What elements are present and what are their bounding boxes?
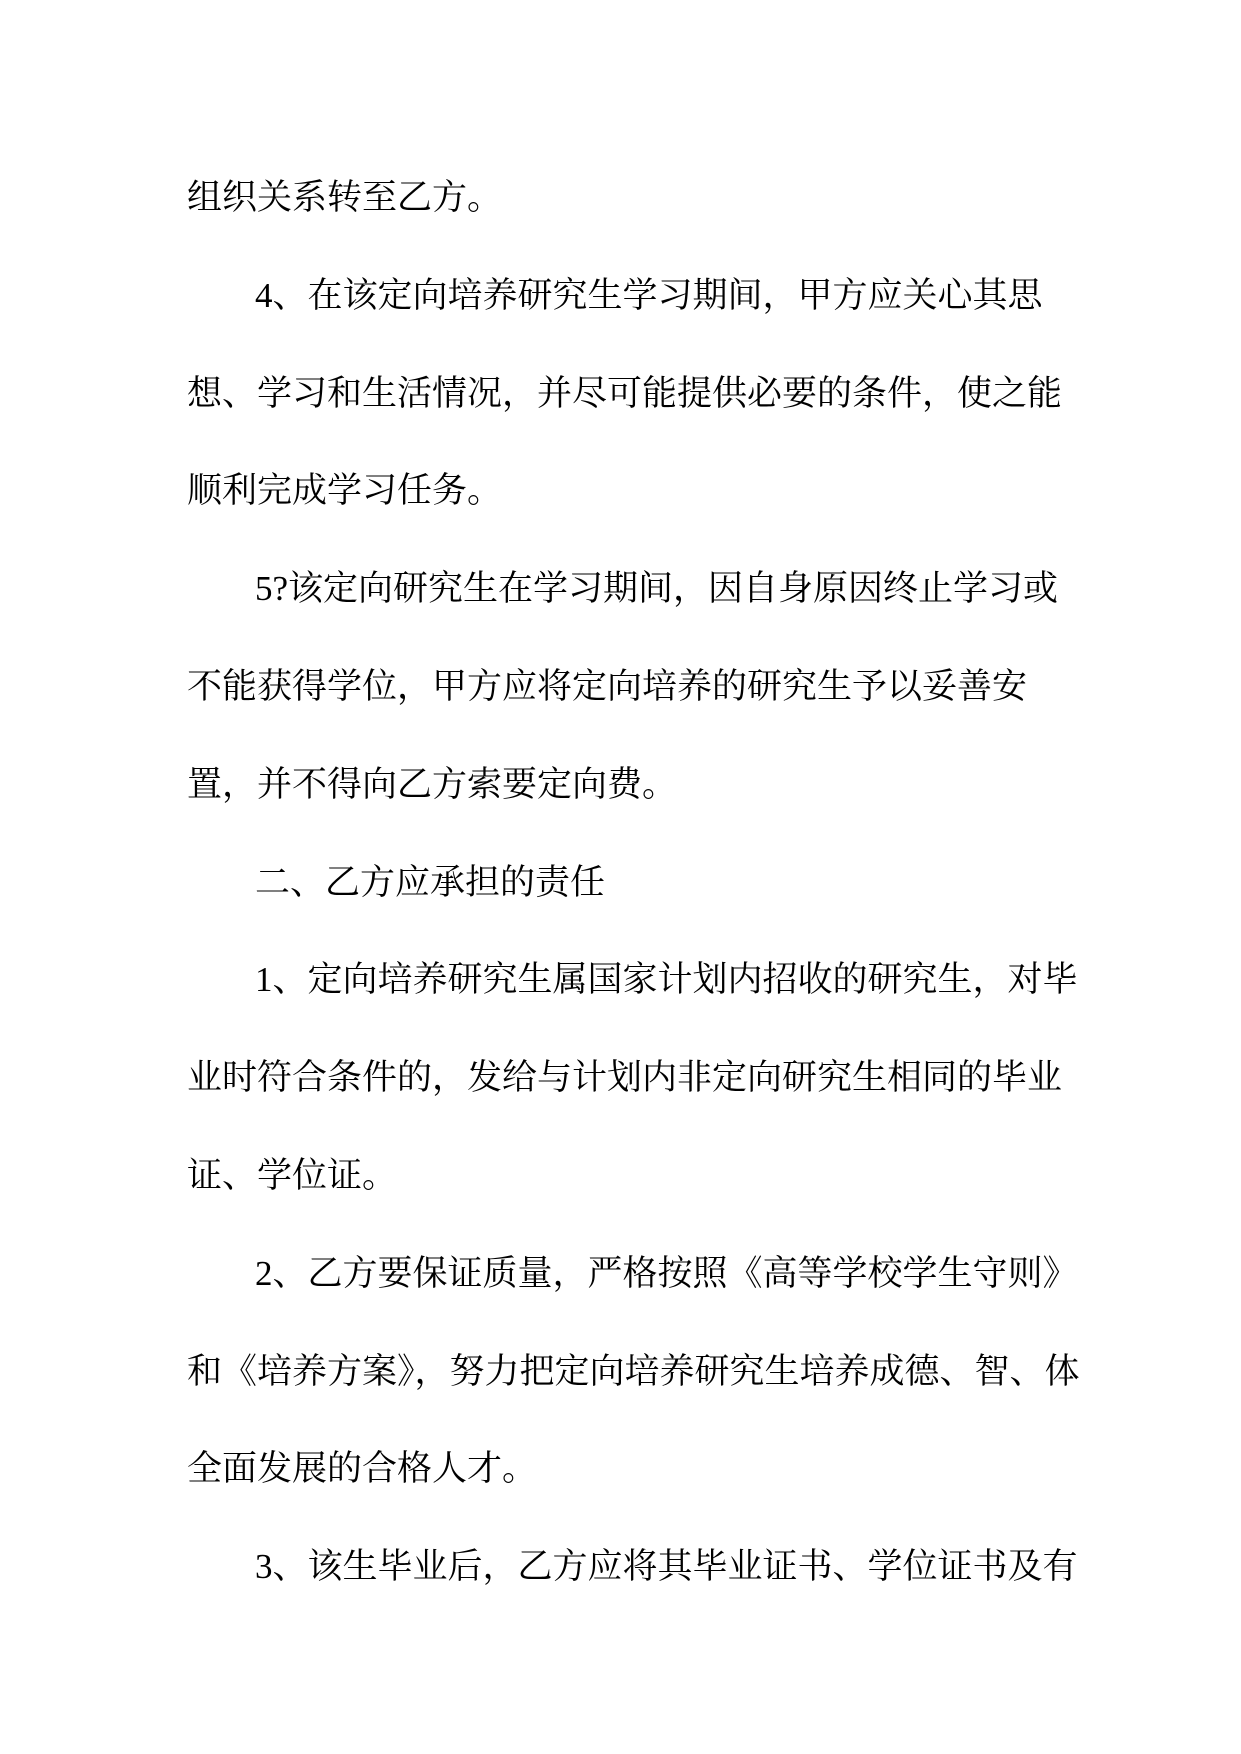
document-line: 证、学位证。 <box>187 1155 398 1195</box>
document-line: 和《培养方案》，努力把定向培养研究生培养成德、智、体 <box>187 1351 1080 1391</box>
document-line: 组织关系转至乙方。 <box>187 178 503 217</box>
document-body <box>187 178 1080 1645</box>
document-line: 4、在该定向培养研究生学习期间，甲方应关心其思 <box>255 275 1043 315</box>
document-line: 全面发展的合格人才。 <box>187 1449 538 1489</box>
document-line: 置，并不得向乙方索要定向费。 <box>187 764 678 804</box>
document-line: 5?该定向研究生在学习期间，因自身原因终止学习或 <box>255 569 1059 609</box>
document-line: 想、学习和生活情况，并尽可能提供必要的条件，使之能 <box>187 373 1063 413</box>
document-line: 不能获得学位，甲方应将定向培养的研究生予以妥善安 <box>187 666 1028 706</box>
document-line: 3、该生毕业后，乙方应将其毕业证书、学位证书及有 <box>255 1547 1078 1587</box>
document-line: 业时符合条件的，发给与计划内非定向研究生相同的毕业 <box>187 1058 1063 1098</box>
document-line: 顺利完成学习任务。 <box>187 471 503 511</box>
document-line: 二、乙方应承担的责任 <box>255 862 606 902</box>
document-line: 2、乙方要保证质量，严格按照《高等学校学生守则》 <box>255 1253 1078 1293</box>
document-line: 1、定向培养研究生属国家计划内招收的研究生，对毕 <box>255 960 1078 1000</box>
